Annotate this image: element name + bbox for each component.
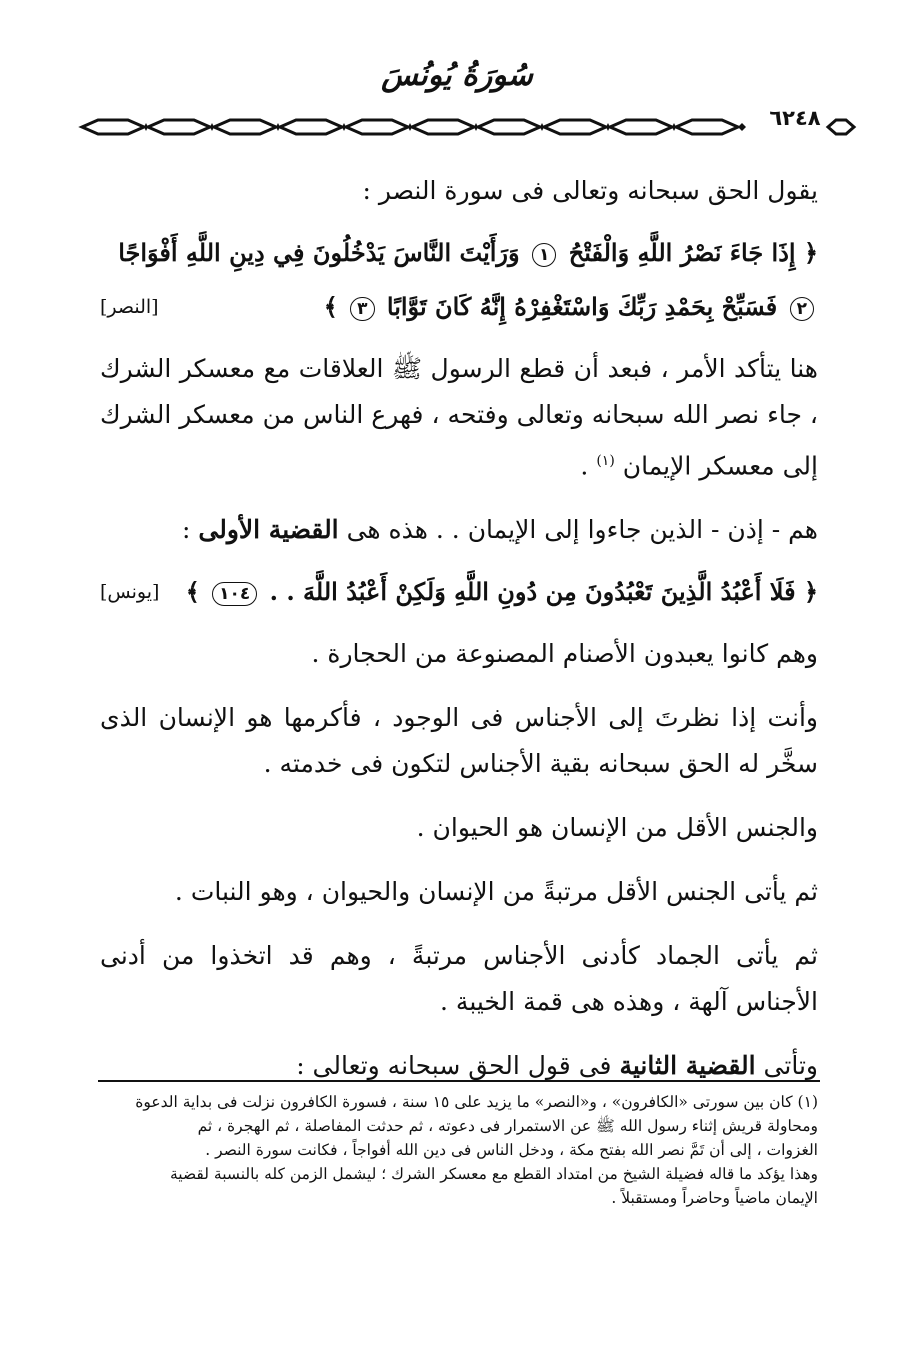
verse-line-1	[100, 226, 818, 280]
footnote-line: الإيمان ماضياً وحاضراً ومستقبلاً .	[611, 1189, 818, 1207]
footnote-line: ومحاولة قريش إثناء رسول الله ﷺ عن الاستمرار فى دعوته ، ثم حدثت المفاصلة ، ثم الهجرة ، ثم	[197, 1117, 818, 1135]
verse-open-bracket: ﴿	[803, 238, 818, 267]
paragraph-intro: يقول الحق سبحانه وتعالى فى سورة النصر :	[362, 176, 818, 205]
paragraph: وهم كانوا يعبدون الأصنام المصنوعة من الحجارة .	[311, 639, 818, 669]
paragraph-second-issue: وتأتى القضية الثانية فى قول الحق سبحانه وتعالى :	[296, 1051, 818, 1081]
verse-close-bracket: ﴾	[323, 292, 338, 321]
paragraph: ثم يأتى الجنس الأقل مرتبةً من الإنسان والحيوان ، وهو النبات .	[174, 877, 818, 907]
verse-text: إِذَا جَاءَ نَصْرُ اللَّهِ وَالْفَتْحُ	[568, 238, 796, 267]
verse-line-2	[100, 280, 818, 334]
verse-text: وَرَأَيْتَ النَّاسَ يَدْخُلُونَ فِي دِينِ اللَّهِ أَفْوَاجًا	[118, 238, 520, 267]
verse-close-bracket: ﴾	[185, 577, 200, 607]
paragraph-first-issue: هم - إذن - الذين جاءوا إلى الإيمان . . هذه هى القضية الأولى :	[181, 515, 818, 545]
paragraph: وأنت إذا نظرتَ إلى الأجناس فى الوجود ، فأكرمها هو الإنسان الذى سخَّر له الحق سبحانه بقية الأجناس لتكون فى خدمته .	[100, 703, 818, 779]
verse-line	[100, 565, 818, 619]
surah-reference: [يونس]	[100, 581, 160, 604]
paragraph: والجنس الأقل من الإنسان هو الحيوان .	[416, 813, 818, 843]
surah-title: سُورَةُ يُونُسَ	[381, 58, 533, 93]
ayah-number: ٢	[790, 297, 814, 321]
footnote-line: وهذا يؤكد ما قاله فضيلة الشيخ من امتداد القطع مع معسكر الشرك ؛ ليشمل الزمن كله بالنسبة لقضية	[169, 1165, 818, 1183]
quran-verse-nasr	[100, 226, 818, 334]
footnotes	[100, 1090, 818, 1210]
header-ornament-border	[78, 112, 858, 142]
surah-reference: [النصر]	[100, 296, 159, 318]
second-issue-heading: القضية الثانية	[619, 1051, 756, 1081]
footnote-line: الغزوات ، إلى أن تَمَّ نصر الله بفتح مكة ، ودخل الناس فى دين الله أفواجاً ، فكانت سورة النصر .	[205, 1141, 818, 1159]
verse-text: فَلَا أَعْبُدُ الَّذِينَ تَعْبُدُونَ مِن دُونِ اللَّهِ وَلَكِنْ أَعْبُدُ اللَّهَ . .	[269, 577, 796, 607]
paragraph: ثم يأتى الجماد كأدنى الأجناس مرتبةً ، وهم قد اتخذوا من أدنى الأجناس آلهة ، وهذه هى قمة الخيبة .	[100, 941, 818, 1017]
first-issue-heading: القضية الأولى	[198, 515, 339, 545]
quran-verse-yunus	[100, 565, 818, 619]
ayah-number: ١	[532, 243, 556, 267]
ayah-number: ١٠٤	[212, 582, 257, 606]
page-number: ٦٢٤٨	[769, 106, 821, 130]
footnote-line: (١) كان بين سورتى «الكافرون» ، و«النصر» ما يزيد على ١٥ سنة ، فسورة الكافرون نزلت فى بداية الدعوة	[135, 1093, 818, 1111]
paragraph-commentary: هنا يتأكد الأمر ، فبعد أن قطع الرسول ﷺ العلاقات مع معسكر الشرك ، جاء نصر الله سبحانه وتعالى وفتحه ، فهرع الناس من معسكر الشرك إلى معسكر الإيمان $^{(١)}$ .	[100, 354, 818, 481]
ayah-number: ٣	[350, 297, 374, 321]
body-text	[100, 168, 818, 1107]
verse-open-bracket: ﴿	[803, 577, 818, 607]
verse-text: فَسَبِّحْ بِحَمْدِ رَبِّكَ وَاسْتَغْفِرْهُ إِنَّهُ كَانَ تَوَّابًا	[386, 292, 778, 321]
footnote-marker: (١)	[596, 453, 615, 469]
footnote-divider	[98, 1080, 820, 1082]
